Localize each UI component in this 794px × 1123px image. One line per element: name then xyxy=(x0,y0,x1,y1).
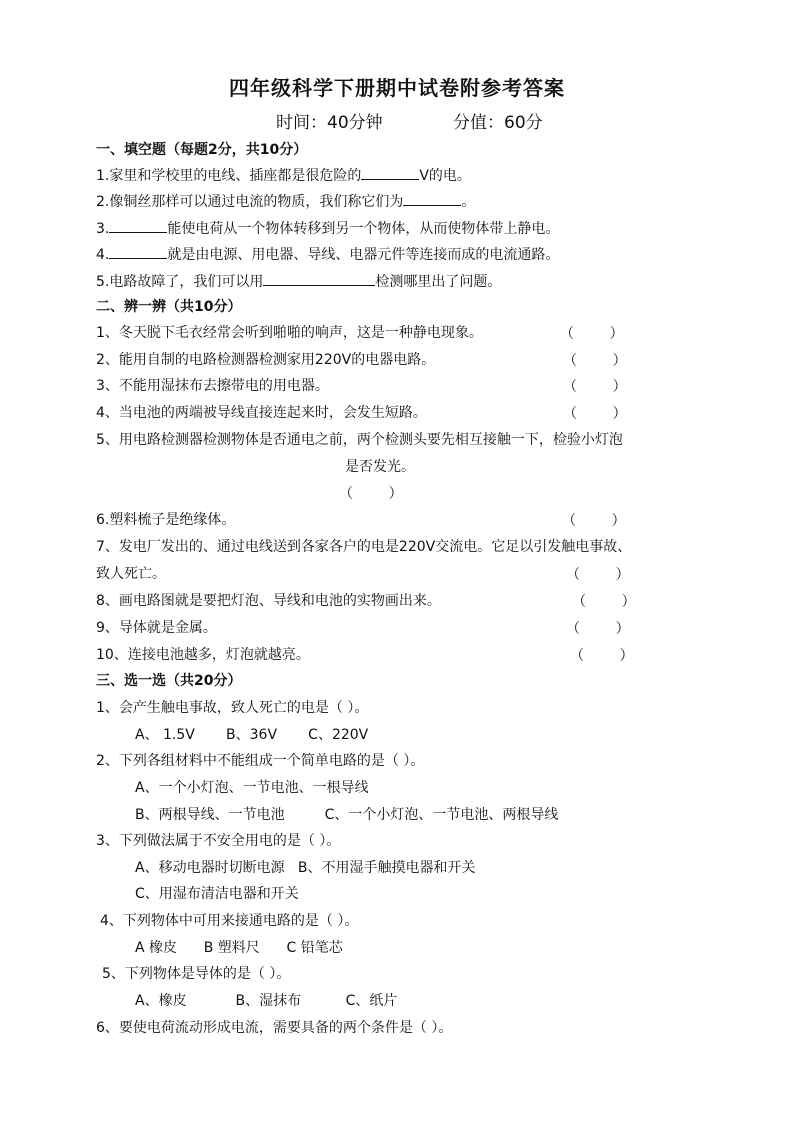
choice-question-4: 4、下列物体中可用来接通电路的是（ ）。 xyxy=(100,913,359,929)
choice-options: B、两根导线、一节电池 C、一个小灯泡、一节电池、两根导线 xyxy=(135,807,559,823)
answer-paren[interactable]: （ ） xyxy=(566,621,630,637)
choice-options: A、一个小灯泡、一节电池、一根导线 xyxy=(135,780,369,796)
judge-question-3: 3、不能用湿抹布去擦带电的用电器。 xyxy=(96,378,329,394)
answer-blank[interactable] xyxy=(403,191,461,206)
choice-question-1: 1、会产生触电事故，致人死亡的电是（ ）。 xyxy=(96,700,369,716)
time-label: 时间：40分钟 xyxy=(276,113,383,133)
question-number: 4. xyxy=(96,247,110,263)
answer-paren[interactable]: （ ） xyxy=(339,486,403,502)
choice-options: A、橡皮 B、湿抹布 C、纸片 xyxy=(135,993,398,1009)
question-text: 能使电荷从一个物体转移到另一个物体，从而使物体带上静电。 xyxy=(167,221,560,237)
answer-paren[interactable]: （ ） xyxy=(560,326,624,342)
question-text: 2.像铜丝那样可以通过电流的物质，我们称它们为 xyxy=(96,194,404,210)
answer-paren[interactable]: （ ） xyxy=(563,353,627,369)
judge-question-7: 7、发电厂发出的、通过电线送到各家各户的电是220V交流电。它足以引发触电事故、 xyxy=(96,539,632,555)
answer-paren[interactable]: （ ） xyxy=(563,379,627,395)
question-text: 5.电路故障了，我们可以用 xyxy=(96,274,264,290)
score-label: 分值：60分 xyxy=(453,113,543,133)
page-title: 四年级科学下册期中试卷附参考答案 xyxy=(229,76,565,100)
choice-options: A 橡皮 B 塑料尺 C 铅笔芯 xyxy=(135,940,343,956)
answer-paren[interactable]: （ ） xyxy=(570,648,634,664)
fill-question-5 xyxy=(96,271,501,292)
judge-question-4: 4、当电池的两端被导线直接连起来时，会发生短路。 xyxy=(96,405,427,421)
judge-question-7-cont: 致人死亡。 xyxy=(96,566,166,582)
section3-heading: 三、选一选（共20分） xyxy=(96,673,242,689)
answer-paren[interactable]: （ ） xyxy=(566,567,630,583)
question-text: 1.家里和学校里的电线、插座都是很危险的 xyxy=(96,168,362,184)
section1-heading: 一、填空题（每题2分，共10分） xyxy=(96,142,308,158)
question-text: 。 xyxy=(461,194,476,210)
judge-question-8: 8、画电路图就是要把灯泡、导线和电池的实物画出来。 xyxy=(96,593,441,609)
question-text: 检测哪里出了问题。 xyxy=(375,274,502,290)
answer-paren[interactable]: （ ） xyxy=(572,594,636,610)
fill-question-3 xyxy=(96,218,559,239)
answer-paren[interactable]: （ ） xyxy=(563,406,627,422)
judge-question-10: 10、连接电池越多，灯泡就越亮。 xyxy=(96,647,310,663)
section2-heading: 二、辨一辨（共10分） xyxy=(96,299,242,315)
answer-blank[interactable] xyxy=(109,218,167,233)
fill-question-4 xyxy=(96,244,559,265)
question-text: V的电。 xyxy=(419,168,471,184)
fill-question-2 xyxy=(96,191,475,212)
question-number: 3. xyxy=(96,221,110,237)
question-text: 就是由电源、用电器、导线、电器元件等连接而成的电流通路。 xyxy=(167,247,560,263)
answer-blank[interactable] xyxy=(361,165,419,180)
judge-question-1: 1、冬天脱下毛衣经常会听到啪啪的响声，这是一种静电现象。 xyxy=(96,325,483,341)
choice-question-3: 3、下列做法属于不安全用电的是（ ）。 xyxy=(96,833,341,849)
judge-question-9: 9、导体就是金属。 xyxy=(96,620,217,636)
judge-question-5: 5、用电路检测器检测物体是否通电之前，两个检测头要先相互接触一下，检验小灯泡 xyxy=(96,432,623,448)
answer-blank[interactable] xyxy=(263,271,375,286)
choice-question-5: 5、下列物体是导体的是（ ）。 xyxy=(102,966,291,982)
judge-question-6: 6.塑料梳子是绝缘体。 xyxy=(96,512,236,528)
choice-options: A、移动电器时切断电源 B、不用湿手触摸电器和开关 xyxy=(135,860,476,876)
choice-question-6: 6、要使电荷流动形成电流，需要具备的两个条件是（ ）。 xyxy=(96,1020,453,1036)
answer-blank[interactable] xyxy=(109,244,167,259)
judge-question-5-cont: 是否发光。 xyxy=(345,459,415,475)
answer-paren[interactable]: （ ） xyxy=(562,513,626,529)
choice-options: A、 1.5V B、36V C、220V xyxy=(135,727,369,743)
choice-options: C、用湿布清洁电器和开关 xyxy=(135,886,299,902)
fill-question-1 xyxy=(96,165,471,186)
judge-question-2: 2、能用自制的电路检测器检测家用220V的电器电路。 xyxy=(96,352,436,368)
choice-question-2: 2、下列各组材料中不能组成一个简单电路的是（ ）。 xyxy=(96,753,425,769)
